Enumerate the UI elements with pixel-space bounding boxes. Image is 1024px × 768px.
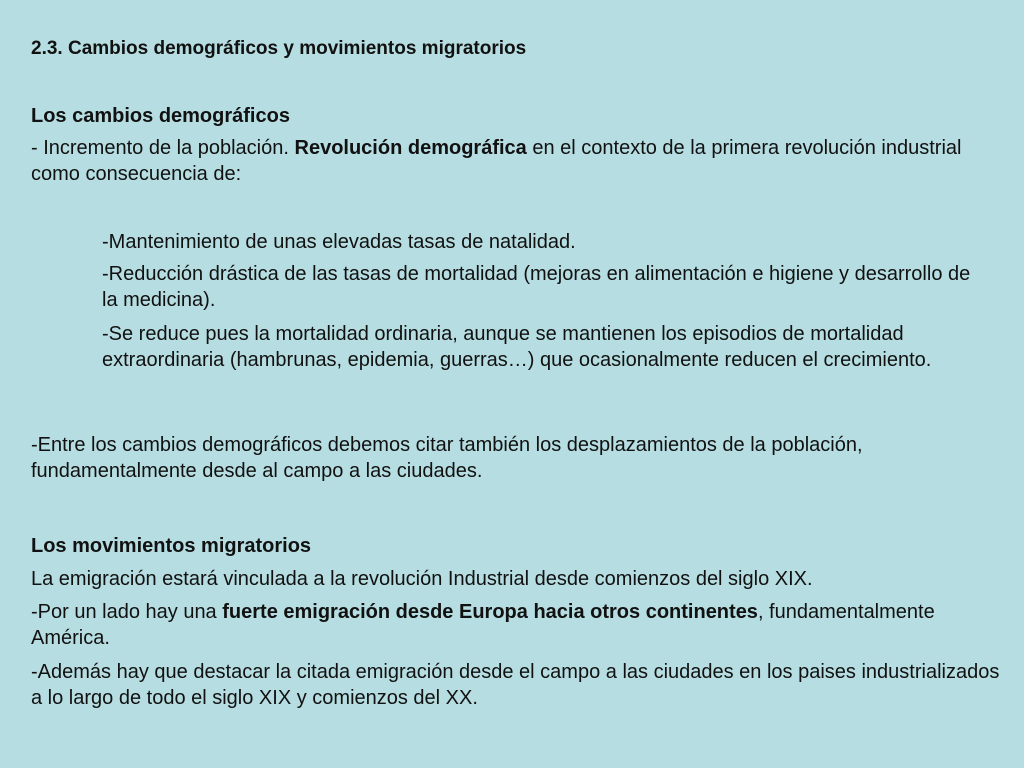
bullet-natalidad: -Mantenimiento de unas elevadas tasas de natalidad. xyxy=(102,231,576,253)
migration-line-2-end: , fundamentalmente América. xyxy=(31,601,935,649)
migration-line-2-start: -Por un lado hay una xyxy=(31,601,223,623)
migration-line-2-highlight: fuerte emigración desde Europa hacia otros continentes xyxy=(222,601,758,623)
demographic-intro-paragraph xyxy=(31,135,1006,187)
demographic-closing-paragraph: -Entre los cambios demográficos debemos citar también los desplazamientos de la población, fundamentalmente desde al campo a las ciudades. xyxy=(31,434,863,482)
migration-line-1: La emigración estará vinculada a la revolución Industrial desde comienzos del siglo XIX. xyxy=(31,568,813,590)
slide-title: 2.3. Cambios demográficos y movimientos migratorios xyxy=(31,38,527,59)
bullet-mortalidad-ordinaria: -Se reduce pues la mortalidad ordinaria, aunque se mantienen los episodios de mortalidad extraordinaria (hambrunas, epidemia, guerras…) que ocasionalmente reducen el crecimiento. xyxy=(102,323,932,371)
migration-line-2 xyxy=(31,599,1006,651)
section-heading-migrations: Los movimientos migratorios xyxy=(31,535,312,557)
intro-highlight: Revolución demográfica xyxy=(294,137,527,159)
bullet-mortalidad: -Reducción drástica de las tasas de mortalidad (mejoras en alimentación e higiene y desarrollo de la medicina). xyxy=(102,263,971,311)
intro-text-end: en el contexto de la primera revolución industrial como consecuencia de: xyxy=(31,137,962,185)
intro-text-start: - Incremento de la población. xyxy=(31,137,295,159)
migration-line-3: -Además hay que destacar la citada emigración desde el campo a las ciudades en los paises industrializados a lo largo de todo el siglo XIX y comienzos del XX. xyxy=(31,661,1000,709)
section-heading-demographic-changes: Los cambios demográficos xyxy=(31,105,290,127)
